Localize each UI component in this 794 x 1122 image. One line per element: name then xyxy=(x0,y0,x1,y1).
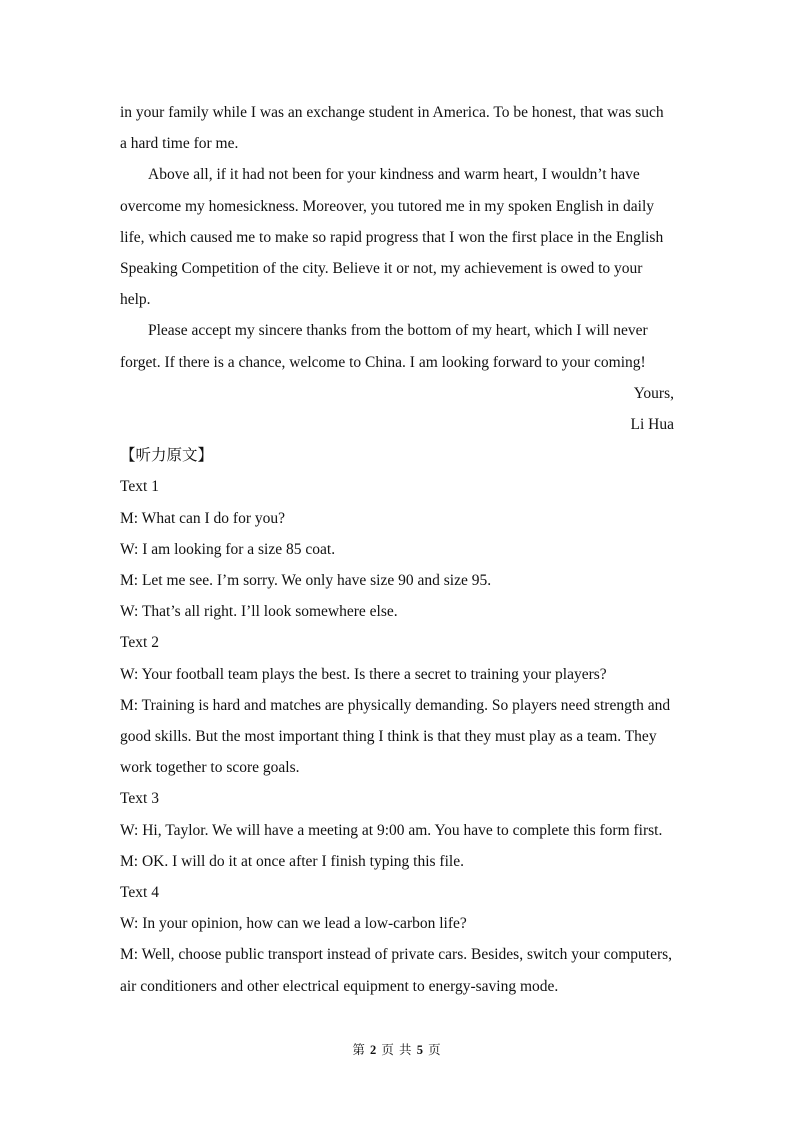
footer-page-number: 2 xyxy=(370,1043,378,1057)
footer-suffix: 页 xyxy=(428,1043,442,1057)
letter-closing: Yours, xyxy=(633,384,674,402)
transcript-line: W: In your opinion, how can we lead a low-carbon life? xyxy=(120,915,467,933)
transcript-line: M: Training is hard and matches are physically demanding. So players need strength and good skills. But the most important thing I think is that they must play as a team. They work together to score goals. xyxy=(120,696,671,777)
letter-paragraph-continued: in your family while I was an exchange student in America. To be honest, that was such a hard time for me. xyxy=(120,104,664,153)
transcript-line: M: Let me see. I’m sorry. We only have size 90 and size 95. xyxy=(120,572,492,590)
transcript-line: W: Hi, Taylor. We will have a meeting at 9:00 am. You have to complete this form first. xyxy=(120,821,663,839)
transcript-title: Text 4 xyxy=(120,884,159,902)
transcript-line: W: Your football team plays the best. Is there a secret to training your players? xyxy=(120,665,607,683)
transcript-line: W: I am looking for a size 85 coat. xyxy=(120,540,336,558)
transcript-title: Text 2 xyxy=(120,634,159,652)
page-footer xyxy=(0,1041,794,1059)
letter-signature: Li Hua xyxy=(630,416,674,434)
transcript-title: Text 3 xyxy=(120,790,159,808)
transcript-title: Text 1 xyxy=(120,478,159,496)
transcript-line: W: That’s all right. I’ll look somewhere else. xyxy=(120,603,398,621)
letter-paragraph: Please accept my sincere thanks from the bottom of my heart, which I will never forget. If there is a chance, welcome to China. I am looking forward to your coming! xyxy=(120,322,648,371)
transcript-line: M: OK. I will do it at once after I finish typing this file. xyxy=(120,852,464,870)
footer-middle: 页 共 xyxy=(381,1043,413,1057)
letter-paragraph: Above all, if it had not been for your kindness and warm heart, I wouldn’t have overcome my homesickness. Moreover, you tutored me in my spoken English in daily life, which caused me to make so rapid progress that I won the first place in the English Speaking Competition of the city. Believe it or not, my achievement is owed to your help. xyxy=(120,166,664,309)
page-content xyxy=(120,97,674,1002)
footer-prefix: 第 xyxy=(352,1043,366,1057)
transcript-line: M: What can I do for you? xyxy=(120,509,285,527)
footer-total-pages: 5 xyxy=(416,1043,424,1057)
transcript-line: M: Well, choose public transport instead of private cars. Besides, switch your computers, air conditioners and other electrical equipment to energy-saving mode. xyxy=(120,946,673,995)
section-heading: 【听力原文】 xyxy=(120,447,214,465)
